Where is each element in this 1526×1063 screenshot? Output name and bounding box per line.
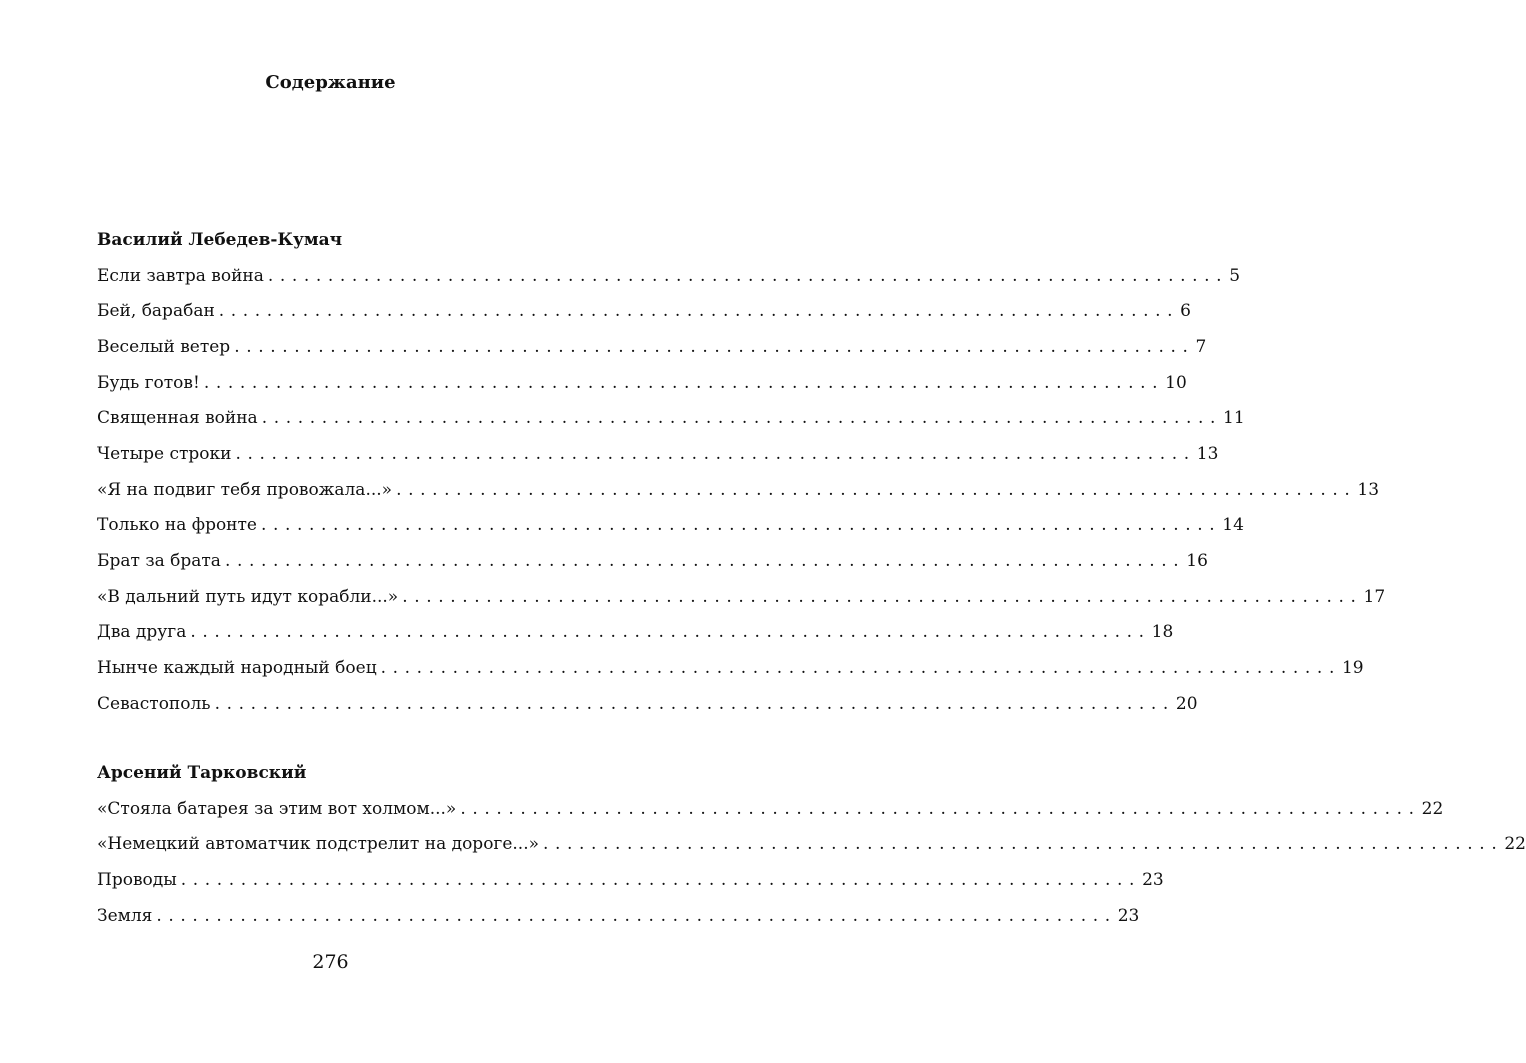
dot-leader: ................................................................................ — [224, 551, 1186, 571]
entry-title: Нынче каждый народный боец — [97, 658, 377, 679]
dot-leader: ................................................................................ — [156, 905, 1117, 926]
entry-title: Только на фронте — [97, 515, 257, 536]
toc-entry[interactable] — [97, 692, 1198, 728]
dot-leader: ................................................................................ — [460, 798, 1421, 819]
dot-leader: ................................................................................ — [396, 479, 1357, 500]
entry-page-number: 23 — [1117, 905, 1140, 926]
dot-leader: ................................................................................ — [234, 336, 1195, 357]
section-author: Василий Лебедев-Кумач — [97, 230, 343, 250]
toc-section — [97, 228, 1386, 727]
toc-entry[interactable] — [97, 656, 1364, 692]
entry-title: Четыре строки — [97, 443, 232, 464]
entry-title: Если завтра война — [97, 265, 264, 286]
entry-page-number: 13 — [1196, 443, 1219, 464]
entry-page-number: 22 — [1504, 834, 1526, 855]
entry-title: Земля — [97, 905, 153, 926]
dot-leader: ................................................................................ — [180, 869, 1142, 890]
dot-leader: ................................................................................ — [190, 622, 1151, 643]
dot-leader: ................................................................................ — [402, 586, 1363, 607]
toc-entry[interactable] — [97, 299, 1191, 335]
entry-title: Проводы — [97, 869, 177, 890]
section-author: Арсений Тарковский — [97, 763, 307, 783]
entry-title: Будь готов! — [97, 372, 200, 393]
toc-entry[interactable] — [97, 832, 1526, 868]
toc-entry[interactable] — [97, 585, 1386, 621]
entry-title: Севастополь — [97, 693, 211, 714]
entry-title: «Стояла батарея за этим вот холмом...» — [97, 798, 457, 819]
toc-entry[interactable] — [97, 335, 1207, 371]
entry-title: Брат за брата — [97, 551, 221, 571]
toc-section — [97, 761, 1526, 939]
entry-page-number: 6 — [1180, 301, 1191, 322]
entry-page-number: 5 — [1229, 265, 1241, 286]
entry-page-number: 23 — [1142, 869, 1164, 890]
toc-entry[interactable] — [97, 406, 1245, 442]
dot-leader: ................................................................................ — [267, 265, 1229, 286]
entry-page-number: 14 — [1222, 515, 1244, 536]
dot-leader: ................................................................................ — [235, 443, 1196, 464]
toc-entry[interactable] — [97, 620, 1174, 656]
entry-title: Веселый ветер — [97, 336, 231, 357]
entry-page-number: 13 — [1357, 479, 1380, 500]
dot-leader: ................................................................................ — [214, 693, 1175, 714]
toc-entry[interactable] — [97, 868, 1164, 904]
entry-title: «Я на подвиг тебя провожала...» — [97, 479, 393, 500]
entry-title: Бей, барабан — [97, 301, 215, 322]
toc-entry[interactable] — [97, 264, 1241, 300]
toc-entry[interactable] — [97, 904, 1140, 940]
entry-title: «В дальний путь идут корабли...» — [97, 586, 399, 607]
entry-page-number: 7 — [1195, 336, 1207, 357]
dot-leader: ................................................................................ — [260, 515, 1222, 536]
entry-title: «Немецкий автоматчик подстрелит на дороге...» — [97, 834, 540, 855]
toc-entry[interactable] — [97, 442, 1219, 478]
toc-entry[interactable] — [97, 513, 1244, 549]
dot-leader: ................................................................................ — [218, 301, 1180, 322]
page-title: Содержание — [265, 72, 396, 93]
entry-page-number: 19 — [1341, 658, 1364, 679]
entry-page-number: 17 — [1363, 586, 1386, 607]
entry-page-number: 18 — [1151, 622, 1174, 643]
entry-page-number: 10 — [1165, 372, 1187, 393]
dot-leader: ................................................................................ — [261, 408, 1223, 429]
dot-leader: ................................................................................ — [203, 372, 1165, 393]
toc-entry[interactable] — [97, 797, 1444, 833]
entry-page-number: 11 — [1223, 408, 1245, 429]
entry-title: Два друга — [97, 622, 187, 643]
toc-entry[interactable] — [97, 371, 1187, 407]
entry-page-number: 20 — [1175, 693, 1198, 714]
entry-page-number: 16 — [1186, 551, 1208, 571]
entry-title: Священная война — [97, 408, 258, 429]
page-number: 276 — [312, 951, 349, 973]
dot-leader: ................................................................................ — [543, 834, 1504, 855]
dot-leader: ................................................................................ — [380, 658, 1341, 679]
entry-page-number: 22 — [1421, 798, 1444, 819]
toc-entry[interactable] — [97, 478, 1380, 514]
toc-entry[interactable] — [97, 549, 1208, 585]
